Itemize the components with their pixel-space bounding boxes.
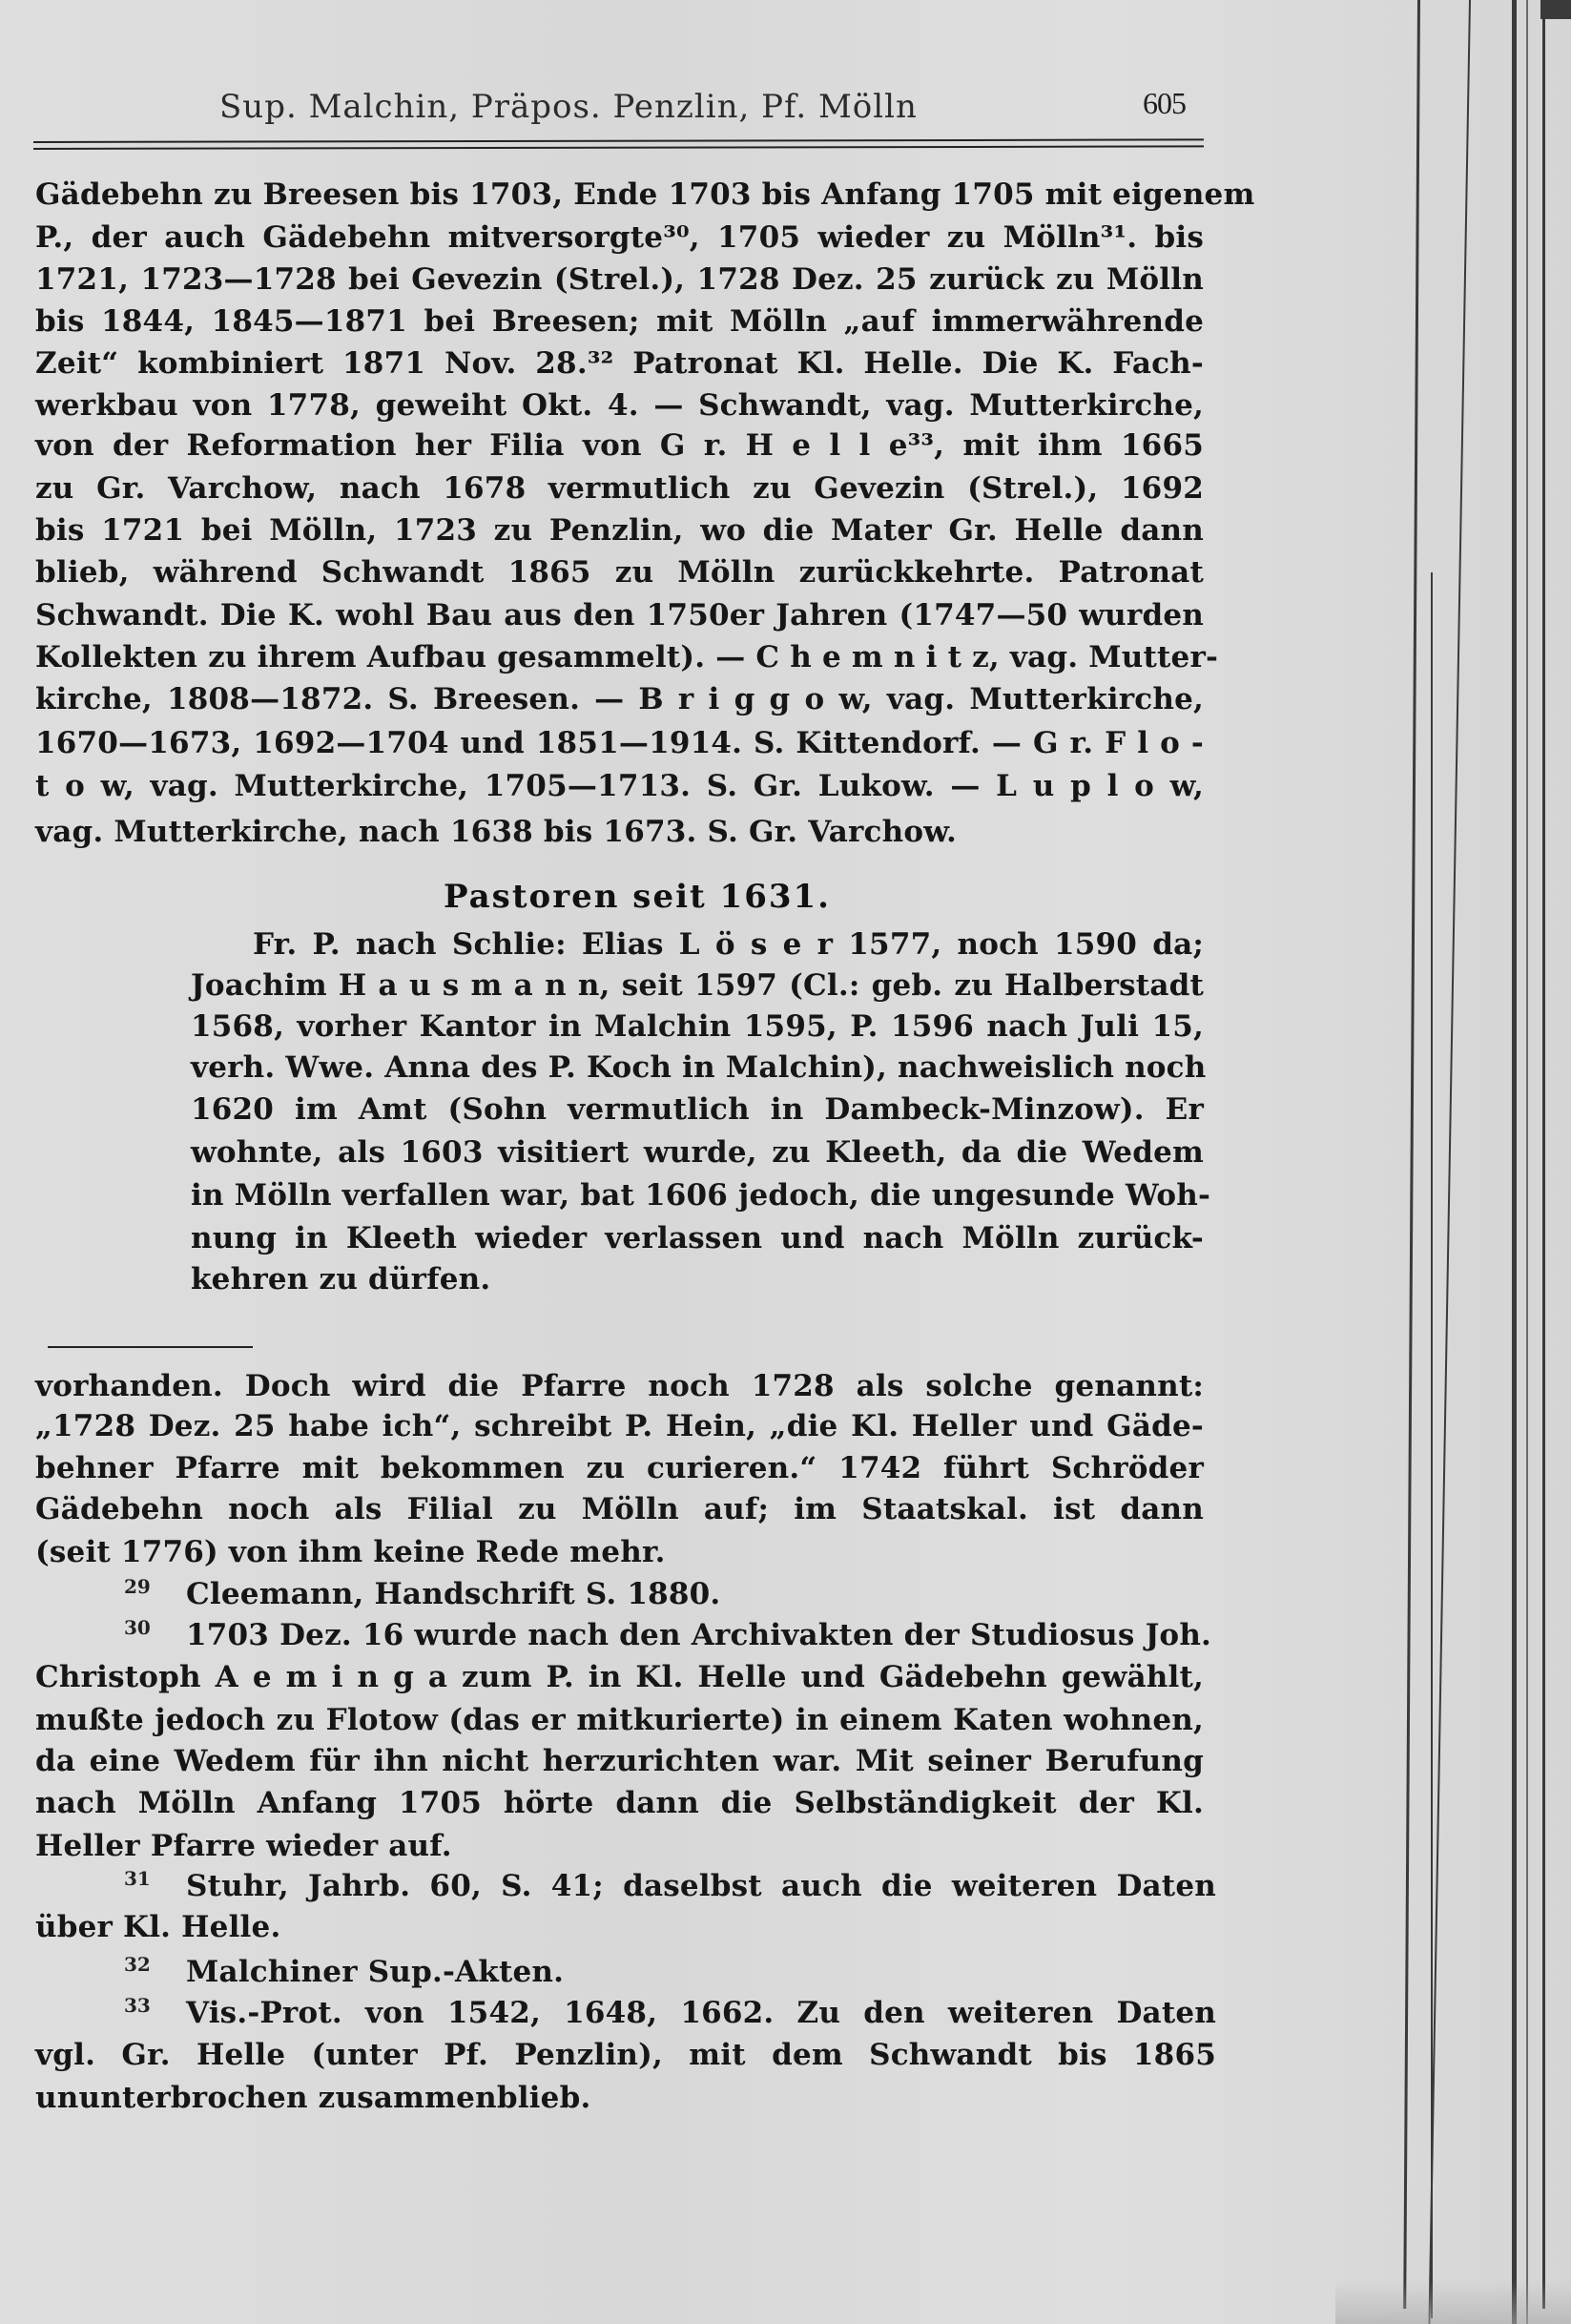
bottom-shadow [1335,2280,1571,2324]
body-line: werkbau von 1778, geweiht Okt. 4. — Schwandt, vag. Mutterkirche, [35,388,1204,423]
corner-shadow [1540,0,1571,19]
body-line: bis 1844, 1845—1871 bei Breesen; mit Mölln „auf immerwährende [35,304,1204,339]
footnote-line: behner Pfarre mit bekommen zu curieren.“ 1742 führt Schröder [35,1451,1204,1485]
page-edge-line [1428,0,1471,2324]
pastors-line: wohnte, als 1603 visitiert wurde, zu Kleeth, da die Wedem [191,1135,1204,1170]
pastors-line: Joachim H a u s m a n n, seit 1597 (Cl.: geb. zu Halberstadt [191,968,1204,1003]
footnote-number: 30 [124,1616,151,1639]
pastors-line: 1620 im Amt (Sohn vermutlich in Dambeck-Minzow). Er [191,1092,1204,1127]
page-edge-line [1526,0,1528,2324]
footnote-line: über Kl. Helle. [35,1910,281,1944]
page-edge-line [1403,0,1420,2309]
pastors-line: nung in Kleeth wieder verlassen und nach Mölln zurück- [191,1221,1204,1255]
body-line: t o w, vag. Mutterkirche, 1705—1713. S. Gr. Lukow. — L u p l o w, [35,769,1204,803]
footnote-line: Cleemann, Handschrift S. 1880. [186,1577,721,1611]
footnote-line: vorhanden. Doch wird die Pfarre noch 1728 als solche genannt: [35,1369,1204,1403]
body-line: vag. Mutterkirche, nach 1638 bis 1673. S. Gr. Varchow. [35,815,957,849]
running-header-title: Sup. Malchin, Präpos. Penzlin, Pf. Mölln [219,88,918,126]
pastors-line: kehren zu dürfen. [191,1262,491,1297]
body-line: 1721, 1723—1728 bei Gevezin (Strel.), 1728 Dez. 25 zurück zu Mölln [35,262,1204,297]
footnote-line: Heller Pfarre wieder auf. [35,1829,452,1863]
footnote-separator-rule [48,1346,253,1348]
body-line: P., der auch Gädebehn mitversorgte³⁰, 1705 wieder zu Mölln³¹. bis [35,220,1204,255]
body-line: Kollekten zu ihrem Aufbau gesammelt). — C h e m n i t z, vag. Mutter- [35,640,1219,674]
page-edge-line [1542,19,1545,2309]
footnote-number: 31 [124,1867,151,1890]
page-edge-line [1512,0,1517,2324]
footnote-line: ununterbrochen zusammenblieb. [35,2081,591,2115]
footnote-line: vgl. Gr. Helle (unter Pf. Penzlin), mit dem Schwandt bis 1865 [35,2038,1216,2072]
body-line: kirche, 1808—1872. S. Breesen. — B r i g g o w, vag. Mutterkirche, [35,682,1204,716]
footnote-line: nach Mölln Anfang 1705 hörte dann die Selbständigkeit der Kl. [35,1786,1204,1820]
page-number: 605 [1143,86,1186,120]
body-line: Gädebehn zu Breesen bis 1703, Ende 1703 bis Anfang 1705 mit eigenem [35,177,1255,212]
section-heading: Pastoren seit 1631. [444,878,832,916]
footnote-line: Stuhr, Jahrb. 60, S. 41; daselbst auch die weiteren Daten [186,1869,1216,1903]
body-line: zu Gr. Varchow, nach 1678 vermutlich zu Gevezin (Strel.), 1692 [35,471,1204,506]
footnote-line: mußte jedoch zu Flotow (das er mitkurierte) in einem Katen wohnen, [35,1703,1204,1737]
pastors-line: 1568, vorher Kantor in Malchin 1595, P. 1596 nach Juli 15, [191,1009,1204,1044]
body-line: 1670—1673, 1692—1704 und 1851—1914. S. Kittendorf. — G r. F l o - [35,726,1204,760]
footnote-line: Gädebehn noch als Filial zu Mölln auf; im Staatskal. ist dann [35,1492,1204,1526]
footnote-line: Vis.-Prot. von 1542, 1648, 1662. Zu den weiteren Daten [186,1996,1216,2030]
body-line: von der Reformation her Filia von G r. H e l l e³³, mit ihm 1665 [35,428,1204,463]
footnote-number: 29 [124,1575,151,1598]
footnote-number: 33 [124,1994,151,2017]
footnote-line: Christoph A e m i n g a zum P. in Kl. Helle und Gädebehn gewählt, [35,1660,1204,1694]
pastors-line: verh. Wwe. Anna des P. Koch in Malchin), nachweislich noch [191,1050,1207,1085]
footnote-number: 32 [124,1953,151,1976]
footnote-line: Malchiner Sup.-Akten. [186,1955,565,1989]
pastors-line: in Mölln verfallen war, bat 1606 jedoch, die ungesunde Woh- [191,1178,1211,1213]
body-line: blieb, während Schwandt 1865 zu Mölln zurückkehrte. Patronat [35,555,1204,590]
header-rule-top [33,138,1204,143]
footnote-line: 1703 Dez. 16 wurde nach den Archivakten der Studiosus Joh. [186,1618,1212,1652]
footnote-line: da eine Wedem für ihn nicht herzurichten war. Mit seiner Berufung [35,1744,1204,1778]
body-line: Schwandt. Die K. wohl Bau aus den 1750er Jahren (1747—50 wurden [35,598,1204,633]
body-line: Zeit“ kombiniert 1871 Nov. 28.³² Patronat Kl. Helle. Die K. Fach- [35,346,1204,381]
footnote-line: (seit 1776) von ihm keine Rede mehr. [35,1535,666,1569]
pastors-line: Fr. P. nach Schlie: Elias L ö s e r 1577, noch 1590 da; [253,927,1204,962]
footnote-line: „1728 Dez. 25 habe ich“, schreibt P. Hein, „die Kl. Heller und Gäde- [35,1409,1204,1443]
body-line: bis 1721 bei Mölln, 1723 zu Penzlin, wo die Mater Gr. Helle dann [35,513,1204,548]
header-rule-bottom [33,145,1204,150]
